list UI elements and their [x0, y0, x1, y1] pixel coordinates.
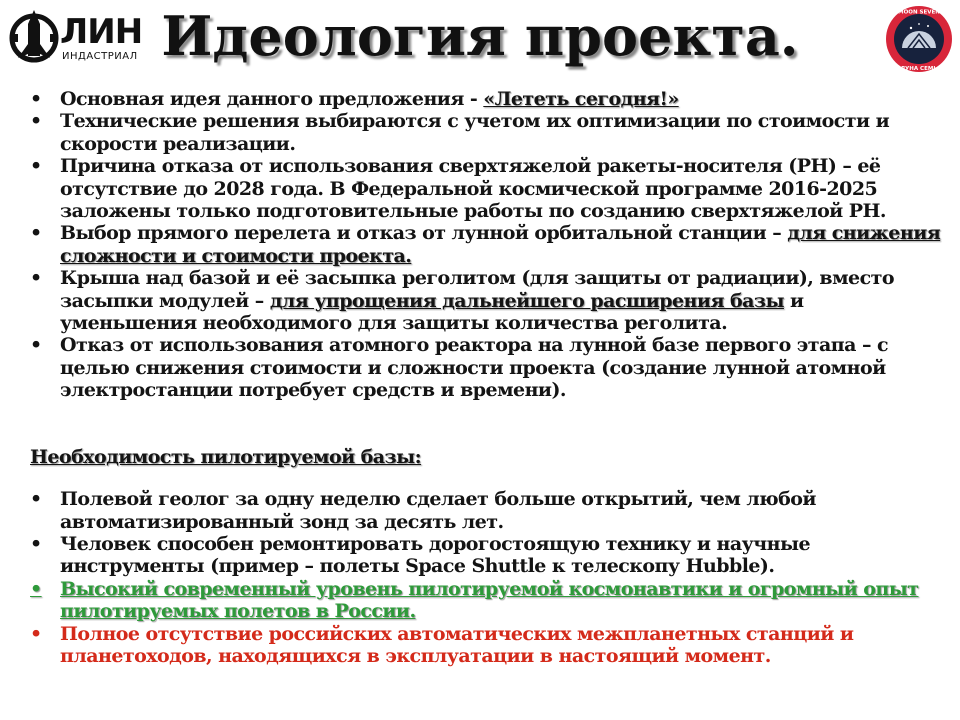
bullet-icon: •	[30, 155, 42, 178]
list-item	[30, 155, 942, 222]
list-item	[30, 488, 942, 533]
section-heading: Необходимость пилотируемой базы:	[30, 445, 422, 468]
bullet-icon: •	[30, 222, 42, 245]
slide-content	[30, 88, 942, 667]
bullet-icon: •	[30, 267, 42, 290]
moon-seven-emblem-icon	[884, 4, 954, 74]
bullet-text: Отказ от использования атомного реактора на лунной базе первого этапа – с целью снижения стоимости и сложности проекта (создание лунной атомной электростанции потребует средств и времени).	[60, 334, 888, 402]
bullet-icon: •	[30, 110, 42, 133]
bullet-icon: •	[30, 577, 42, 600]
list-item	[30, 110, 942, 155]
moon-seven-logo	[884, 4, 954, 74]
list-item	[30, 267, 942, 334]
bullet-icon: •	[30, 88, 42, 110]
bullet-highlight: «Лететь сегодня!»	[483, 88, 679, 110]
bullet-highlight: для снижения сложности и стоимости проекта.	[60, 222, 941, 267]
list-item	[30, 334, 942, 401]
bullet-text: Полное отсутствие российских автоматических межпланетных станций и планетоходов, находящихся в эксплуатации в настоящий момент.	[60, 622, 854, 667]
list-item	[30, 222, 942, 267]
bullet-text: Основная идея данного предложения -	[60, 88, 484, 110]
bullet-text: Причина отказа от использования сверхтяжелой ракеты-носителя (РН) – её отсутствие до 2028 года. В Федеральной космической программе 2016-2025 заложены только подготовительные работы по созданию сверхтяжелой РН.	[60, 155, 886, 223]
bullet-text: Технические решения выбираются с учетом их оптимизации по стоимости и скорости реализации.	[60, 110, 890, 155]
bullet-highlight: для упрощения дальнейшего расширения базы	[269, 289, 784, 312]
bullet-text-after: и уменьшения необходимого для защиты количества реголита.	[60, 289, 804, 335]
list-item-green	[30, 578, 942, 623]
bullet-icon: •	[30, 334, 42, 357]
bullet-icon: •	[30, 532, 42, 555]
bullet-icon: •	[30, 622, 42, 645]
bullet-text: Полевой геолог за одну неделю сделает больше открытий, чем любой автоматизированный зонд за десять лет.	[60, 488, 816, 533]
brand-name: ЛИН	[60, 12, 143, 52]
emblem-top-text: MOON SEVEN	[898, 9, 940, 16]
bullet-icon: •	[30, 488, 42, 511]
list-item	[30, 88, 942, 110]
bullet-text: Человек способен ремонтировать дорогостоящую технику и научные инструменты (пример – полеты Space Shuttle к телескопу Hubble).	[60, 532, 810, 578]
page-title: Идеология проекта.	[161, 4, 799, 68]
bullet-text: Выбор прямого перелета и отказ от лунной орбитальной станции –	[60, 222, 788, 245]
bullet-text: Крыша над базой и её засыпка реголитом (для защиты от радиации), вместо засыпки модулей –	[60, 267, 894, 312]
brand-subtitle: ИНДАСТРИАЛ	[62, 51, 138, 62]
emblem-bottom-text: ЛУНА СЕМЬ	[900, 66, 938, 72]
list-item-red	[30, 623, 942, 668]
bullet-text: Высокий современный уровень пилотируемой космонавтики и огромный опыт пилотируемых полетов в России.	[60, 577, 919, 623]
list-item	[30, 533, 942, 578]
